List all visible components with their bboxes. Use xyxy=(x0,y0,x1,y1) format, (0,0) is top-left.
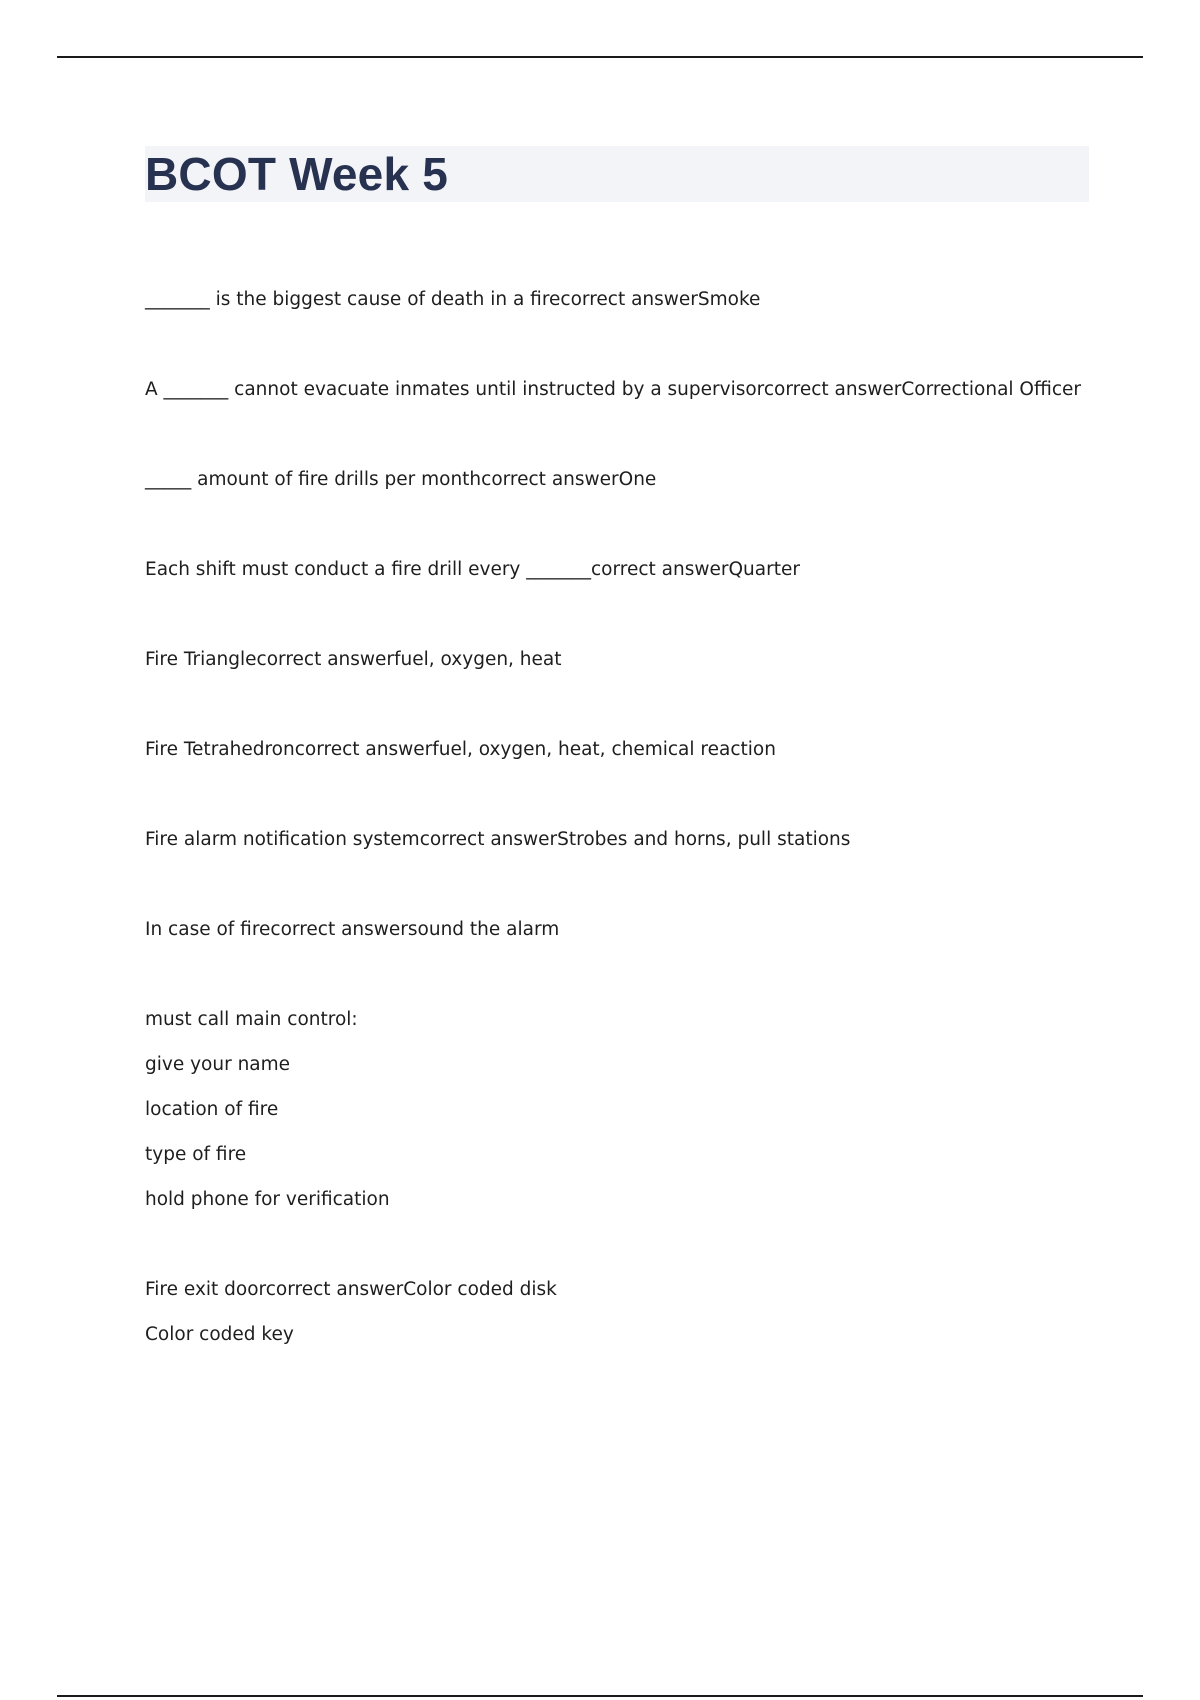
qa-line: hold phone for verification xyxy=(145,1189,390,1210)
qa-item xyxy=(145,738,1105,761)
qa-line: A _______ cannot evacuate inmates until instructed by a supervisorcorrect answerCorrectional Officer xyxy=(145,379,1082,400)
header-rule xyxy=(57,56,1143,58)
qa-item xyxy=(145,1008,1105,1211)
document-body xyxy=(145,288,1105,1413)
qa-line: Color coded key xyxy=(145,1324,294,1345)
qa-item xyxy=(145,1278,1105,1346)
qa-item xyxy=(145,918,1105,941)
qa-line: _____ amount of fire drills per monthcorrect answerOne xyxy=(145,469,657,490)
document-title: BCOT Week 5 xyxy=(145,148,448,200)
qa-line: location of fire xyxy=(145,1099,279,1120)
qa-line: In case of firecorrect answersound the alarm xyxy=(145,919,560,940)
qa-item xyxy=(145,468,1105,491)
qa-item xyxy=(145,558,1105,581)
qa-item xyxy=(145,828,1105,851)
qa-line: must call main control: xyxy=(145,1009,358,1030)
qa-item xyxy=(145,288,1105,311)
footer-rule xyxy=(57,1695,1143,1697)
qa-line: give your name xyxy=(145,1054,291,1075)
qa-item xyxy=(145,648,1105,671)
qa-line: Fire exit doorcorrect answerColor coded disk xyxy=(145,1279,557,1300)
qa-line: Fire Tetrahedroncorrect answerfuel, oxygen, heat, chemical reaction xyxy=(145,739,776,760)
qa-item xyxy=(145,378,1105,401)
qa-line: _______ is the biggest cause of death in a firecorrect answerSmoke xyxy=(145,289,761,310)
qa-line: Each shift must conduct a fire drill every _______correct answerQuarter xyxy=(145,559,800,580)
qa-line: type of fire xyxy=(145,1144,247,1165)
qa-line: Fire Trianglecorrect answerfuel, oxygen, heat xyxy=(145,649,562,670)
qa-line: Fire alarm notification systemcorrect answerStrobes and horns, pull stations xyxy=(145,829,851,850)
